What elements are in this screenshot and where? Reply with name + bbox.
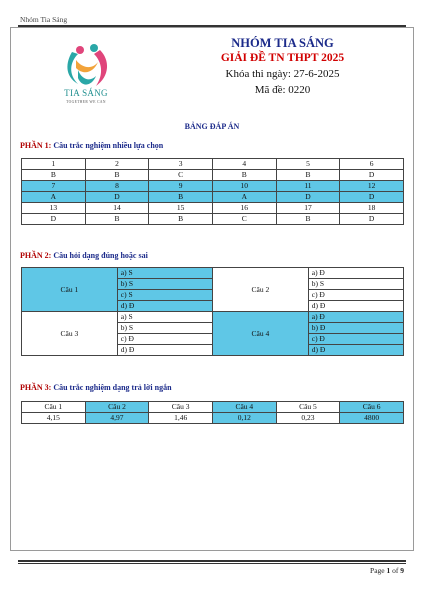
table-row bbox=[22, 192, 404, 203]
part3-heading bbox=[20, 383, 172, 392]
part2-title: Câu hỏi dạng đúng hoặc sai bbox=[53, 251, 148, 260]
cell: D bbox=[85, 192, 149, 203]
cell: B bbox=[149, 214, 213, 225]
org-subtitle: GIẢI ĐỀ TN THPT 2025 bbox=[220, 52, 345, 64]
cell: A bbox=[22, 192, 86, 203]
footer-rule bbox=[18, 563, 406, 564]
part3-label: PHẦN 3: bbox=[20, 383, 52, 392]
cell: 14 bbox=[85, 203, 149, 214]
org-name: NHÓM TIA SÁNG bbox=[231, 36, 334, 50]
cell: B bbox=[276, 214, 340, 225]
cell: C bbox=[212, 214, 276, 225]
part2-table bbox=[21, 267, 404, 356]
part3-title: Câu trắc nghiệm dạng trả lời ngắn bbox=[53, 383, 172, 392]
table-row bbox=[22, 268, 404, 279]
cell: D bbox=[22, 214, 86, 225]
table-row bbox=[22, 312, 404, 323]
cell: D bbox=[340, 214, 404, 225]
answer-cell: d) Đ bbox=[117, 345, 212, 356]
header-cell: Câu 4 bbox=[212, 402, 276, 413]
question-label: Câu 4 bbox=[212, 312, 308, 356]
question-label: Câu 1 bbox=[22, 268, 118, 312]
table-row bbox=[22, 170, 404, 181]
table-row bbox=[22, 214, 404, 225]
cell: 3 bbox=[149, 159, 213, 170]
answer-cell: b) Đ bbox=[308, 323, 403, 334]
answer-cell: a) S bbox=[117, 312, 212, 323]
cell: 2 bbox=[85, 159, 149, 170]
answer-cell: c) S bbox=[117, 290, 212, 301]
header-cell: Câu 5 bbox=[276, 402, 340, 413]
cell: 13 bbox=[22, 203, 86, 214]
pager-current: 1 bbox=[386, 566, 391, 575]
cell: B bbox=[149, 192, 213, 203]
answer-cell: d) Đ bbox=[308, 345, 403, 356]
exam-date: Khóa thi ngày: 27-6-2025 bbox=[225, 68, 340, 80]
cell: 7 bbox=[22, 181, 86, 192]
answer-cell: c) Đ bbox=[308, 334, 403, 345]
pager-prefix: Page bbox=[370, 566, 385, 575]
value-cell: 4800 bbox=[340, 413, 404, 424]
answer-cell: a) Đ bbox=[308, 312, 403, 323]
part2-heading bbox=[20, 251, 148, 260]
value-cell: 0,23 bbox=[276, 413, 340, 424]
cell: B bbox=[22, 170, 86, 181]
value-cell: 1,46 bbox=[149, 413, 213, 424]
table-row bbox=[22, 181, 404, 192]
cell: 1 bbox=[22, 159, 86, 170]
cell: 9 bbox=[149, 181, 213, 192]
table-row bbox=[22, 159, 404, 170]
question-label: Câu 3 bbox=[22, 312, 118, 356]
cell: D bbox=[340, 170, 404, 181]
cell: 5 bbox=[276, 159, 340, 170]
answer-cell: c) Đ bbox=[117, 334, 212, 345]
part1-label: PHẦN 1: bbox=[20, 141, 52, 150]
answer-cell: d) Đ bbox=[308, 301, 403, 312]
cell: C bbox=[149, 170, 213, 181]
cell: 6 bbox=[340, 159, 404, 170]
cell: 4 bbox=[212, 159, 276, 170]
part2-label: PHẦN 2: bbox=[20, 251, 52, 260]
cell: 8 bbox=[85, 181, 149, 192]
cell: 12 bbox=[340, 181, 404, 192]
part3-table bbox=[21, 401, 404, 424]
cell: D bbox=[340, 192, 404, 203]
question-label: Câu 2 bbox=[212, 268, 308, 312]
part1-table bbox=[21, 158, 404, 225]
cell: B bbox=[212, 170, 276, 181]
answer-cell: b) S bbox=[117, 279, 212, 290]
doc-title: BẢNG ĐÁP ÁN bbox=[184, 122, 240, 131]
value-cell: 4,97 bbox=[85, 413, 149, 424]
header-text: Nhóm Tia Sáng bbox=[20, 15, 68, 24]
value-cell: 0,12 bbox=[212, 413, 276, 424]
logo-name: TIA SÁNG bbox=[64, 88, 108, 98]
answer-cell: b) S bbox=[117, 323, 212, 334]
answer-cell: b) S bbox=[308, 279, 403, 290]
part1-title: Câu trắc nghiệm nhiều lựa chọn bbox=[53, 141, 164, 150]
cell: 17 bbox=[276, 203, 340, 214]
value-cell: 4,15 bbox=[22, 413, 86, 424]
answer-cell: a) S bbox=[117, 268, 212, 279]
logo-tagline: TOGETHER WE CAN bbox=[66, 100, 106, 104]
header-cell: Câu 1 bbox=[22, 402, 86, 413]
table-row bbox=[22, 413, 404, 424]
footer-rule bbox=[18, 560, 406, 562]
answer-cell: d) Đ bbox=[117, 301, 212, 312]
answer-cell: a) Đ bbox=[308, 268, 403, 279]
cell: B bbox=[276, 170, 340, 181]
pager-total: 9 bbox=[400, 566, 404, 575]
cell: 11 bbox=[276, 181, 340, 192]
cell: 10 bbox=[212, 181, 276, 192]
page-number bbox=[370, 566, 404, 575]
header-cell: Câu 6 bbox=[340, 402, 404, 413]
cell: 16 bbox=[212, 203, 276, 214]
cell: 18 bbox=[340, 203, 404, 214]
header-cell: Câu 2 bbox=[85, 402, 149, 413]
table-row bbox=[22, 402, 404, 413]
cell: B bbox=[85, 170, 149, 181]
answer-cell: c) Đ bbox=[308, 290, 403, 301]
exam-code: Mã đề: 0220 bbox=[254, 84, 311, 96]
header-cell: Câu 3 bbox=[149, 402, 213, 413]
table-row bbox=[22, 203, 404, 214]
cell: D bbox=[276, 192, 340, 203]
cell: 15 bbox=[149, 203, 213, 214]
pager-of: of bbox=[392, 566, 399, 575]
cell: A bbox=[212, 192, 276, 203]
part1-heading bbox=[20, 141, 163, 150]
cell: B bbox=[85, 214, 149, 225]
